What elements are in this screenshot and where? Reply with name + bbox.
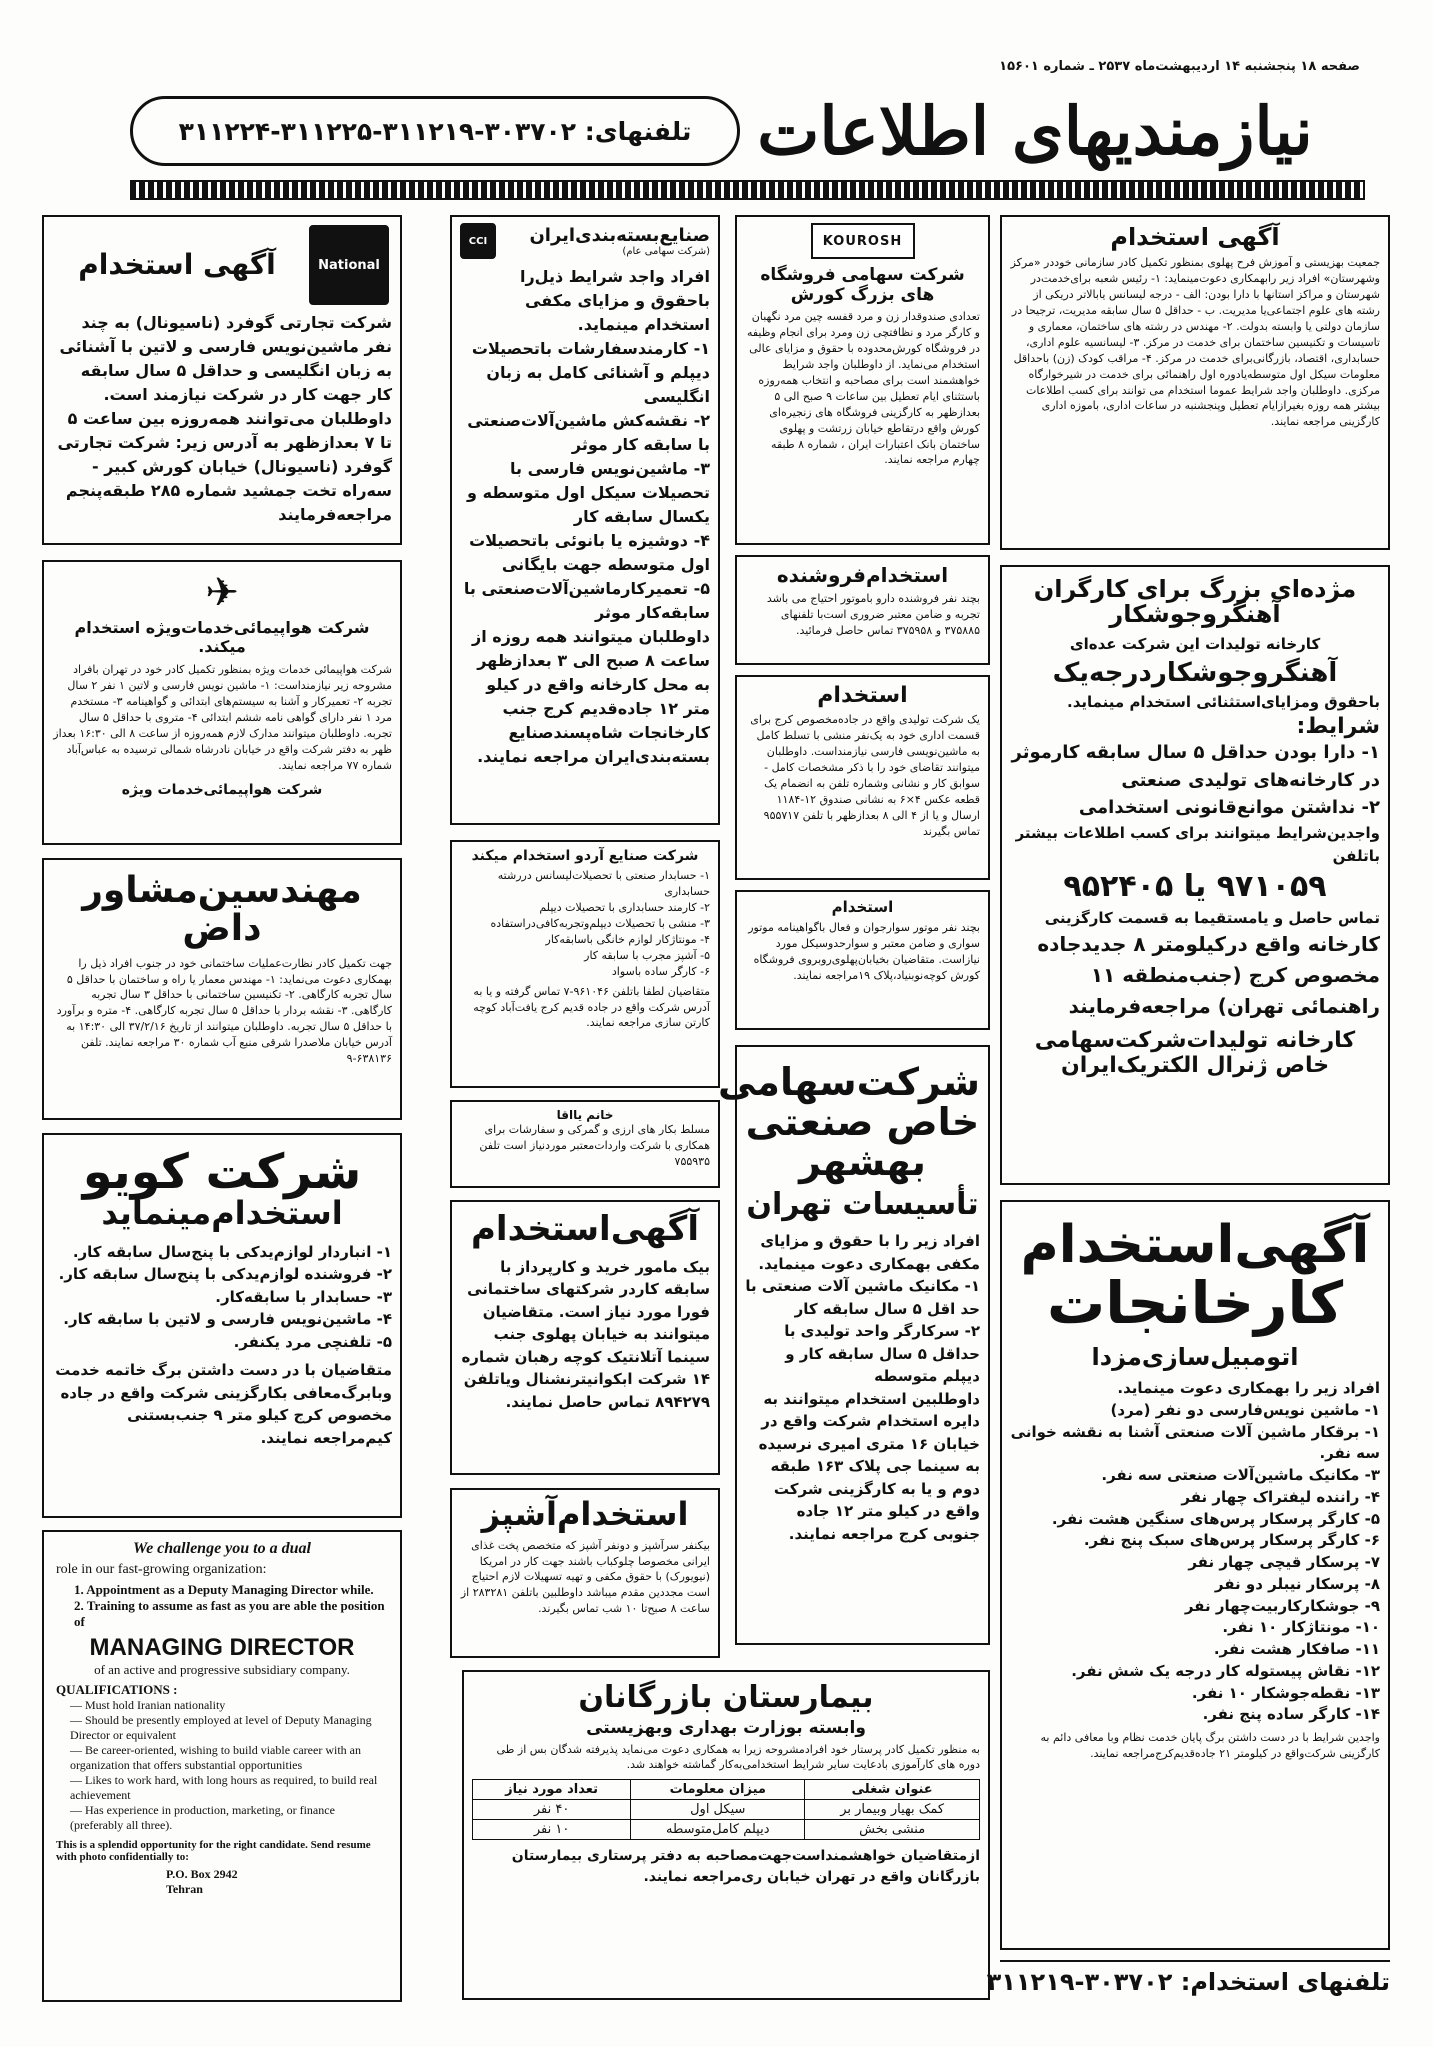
closing-text: This is a splendid opportunity for the right candidate. Send resume with photo confidentially to: [56,1839,371,1863]
blacksmith-contact2: تماس حاصل و یامستقیما به قسمت کارگزینی [1044,908,1380,927]
ad-blacksmith [1000,565,1390,1185]
list-item: ۱۳- نقطه‌جوشکار ۱۰ نفر. [1191,1683,1380,1702]
ad-national [42,215,402,545]
page-meta: صفحه ۱۸ پنجشنبه ۱۴ اردیبهشت‌ماه ۲۵۳۷ ـ شماره ۱۵۶۰۱ [999,59,1360,74]
cook-body: بیکنفر سرآشپز و دونفر آشپز که متخصص پخت غذای ایرانی مخصوصا چلوکباب باشند جهت کار در امریکا (نیویورک) با حقوق مکفی و تهیه تسهیلات لازم احتیاج است مجددین مقدم میباشد داوطلبین باتلفن ۲۸۳۲۸۱ از ساعت ۸ صبح‌تا ۱۰ شب تماس بگیرند. [460,1538,710,1616]
list-item: ۶- کارگر ساده باسواد [611,964,710,978]
courier-title: استخدام [831,898,894,916]
list-item: ۸- پرسکار نیبلر دو نفر [1214,1574,1380,1593]
recruit-body: جمعیت بهزیستی و آموزش فرح پهلوی بمنظور تکمیل کادر سازمانی خوددر «مرکز وشهرستان» افراد زیر رابهمکاری دعوت‌مینماید: ۱- رئیس شعبه برای‌خدمت‌در شهرستان و مراکز استانها با دارا بودن: الف - درجه لیسانس یابالاتر دریکی از رشته های علوم اجتماعی‌یا مدیریت. ب - حداقل ۵ سال سابقه مدیریت، ترجیحا در سازمان دولتی یا وابسته بدولت. ۲- مهندس در رشته های ساختمان، معماری و تاسیسات و تکنیسین ساختمان برای خدمت در مرکز. ۳- لیسانسیه علوم اداری، حسابداری، اقتصاد، بازرگانی‌برای خدمت در مرکز. ۴- مراقب کودک (زن) باحداقل معلومات سیکل اول متوسطه‌یادوره اول راهنمائی برای خدمت در شیرخوارگاه مرکزی. داوطلبان واجد شرایط عموما استخدام می توانند برای کسب اطلاعات بیشتر همه روزه بغیرازایام تعطیل وپنجشنبه در ساعات اداری، باموزه اداری کارگزینی مراجعه نمایند. [1010,256,1380,429]
packaging-footer: داوطلبان میتوانند همه روزه از ساعت ۸ صبح الی ۳ بعدازظهر به محل کارخانه واقع در کیلو متر ۱۲ جاده‌قدیم کرج جنب کارخانجات شاه‌پسندصنایع بسته‌بندی‌ایران مراجعه نمایند. [471,627,710,766]
qualification-item: — Must hold Iranian nationality [70,1698,226,1712]
salesman-body: بچند نفر فروشنده دارو باموتور احتیاج می باشد تجربه و ضامن معتبر ضروری است‌با تلفنهای ۳۷۵۸۸۵ و ۳۷۵۹۵۸ تماس حاصل فرمائید. [766,592,980,637]
recruit-title: آگهی استخدام [1110,223,1280,251]
table-cell: سیکل اول [631,1800,805,1820]
national-logo-icon [309,225,389,305]
airline-body: شرکت هواپیمائی خدمات ویژه بمنظور تکمیل کادر خود در تهران بافراد مشروحه زیر نیازمنداست: ۱- ماشین نویس فارسی و لاتین ۱ نفر ۲ سال تجربه ۲- تعمیرکار و آشنا به سیستم‌های ابتدائی و گواهینامه ۳- مستخدم مرد ۱ نفر دارای گواهی نامه ششم ابتدائی ۴- متروی با حداقل ۵ سال تجربه. داوطلبان میتوانند مدارک لازم همه‌روزه از ساعت ۸ الی ۱۶:۳۰ بعداز ظهر به دفتر شرکت واقع در خیابان نادرشاه شمالی ترسیده به عباس‌آباد شماره ۷۷ مراجعه نمایند. [53,663,392,772]
list-item: ۶- کارگر پرسکار پرس‌های سبک پنج نفر. [1083,1531,1380,1550]
list-item: ۹- جوشکارکاربیت‌چهار نفر [1184,1596,1380,1615]
ad-koyo [42,1133,402,1518]
ad-courier [735,890,990,1030]
airline-footer: شرکت هواپیمائی‌خدمات ویژه [121,781,323,798]
blacksmith-address: کارخانه واقع درکیلومتر ۸ جدیدجاده مخصوص کرج (جنب‌منطقه ۱۱ راهنمائی تهران) مراجعه‌فرمایند [1037,932,1380,1019]
national-brand-label: National [318,257,380,273]
ad-managing-director [42,1530,402,2002]
challenge-point: 2. Training to assume as fast as you are able the position of [74,1598,385,1629]
table-header: عنوان شغلی [805,1780,980,1800]
list-item: ۱- دارا بودن حداقل ۵ سال سابقه کارموثر در کارخانه‌های تولیدی صنعتی [1011,741,1380,791]
blacksmith-highlight: آهنگروجوشکاردرجه‌یک [1052,657,1338,688]
behshahr-title: شرکت‌سهامی خاص صنعتی بهشهر [717,1060,980,1184]
hospital-intro: به منظور تکمیل کادر پرستار خود افرادمشروحه زیرا به همکاری دعوت می‌نماید پذیرفته شدگان بس از طی دوره های کارآموزی بادعایت سایر شرایط استخدامی‌به‌کار گماشته خواهند شد. [496,1742,980,1772]
table-row [473,1800,980,1820]
blacksmith-title: مژده‌ای بزرگ برای کارگران آهنگروجوشکار [1033,575,1357,629]
table-cell: ۴۰ نفر [473,1800,631,1820]
list-item: ۴- راننده لیفتراک چهار نفر [1181,1487,1380,1506]
behshahr-footer: داوطلبین استخدام میتوانند به دایره استخدام شرکت واقع در خیابان ۱۶ متری امیری نرسیده به سینما جی پلاک ۱۶۳ طبقه دوم و یا به کارگزینی شرکت واقع در کیلو متر ۱۲ جاده جنوبی کرج مراجعه نمایند. [758,1389,980,1543]
kourosh-body: تعدادی صندوقدار زن و مرد قفسه چین مرد نگهبان و کارگر مرد و نظافتچی زن ومرد برای انجام وظیفه در فروشگاه کورش‌محدوده با حقوق و مزایای عالی استخدام می‌نماید. از داوطلبان واجد شرایط خواهشمند است برای مصاحبه و انتخاب همه‌روزه باستثنای ایام تعطیل بین ساعات ۹ صبح الی ۵ بعدازظهر به کارگزینی فروشگاه های زنجیره‌ای کورش واقع درتقاطع خیابان زرتشت و پهلوی ساختمان بانک اعتبارات ایران ، شماره ۸ طبقه چهارم مراجعه نمایند. [746,310,980,467]
courier-body: بچند نفر موتور سوارجوان و فعال باگواهینامه موتور سواری و ضامن معتبر و سوارحدوسیکل مورد نیازاست. متقاضیان بخیابان‌پهلوی‌روبروی فروشگاه کورش کوچه‌نوبنیاد،پلاک ۱۹مراجعه نمایند. [748,921,980,982]
list-item: ۳- حسابدار با سابقه‌کار. [215,1287,392,1306]
cci-logo-icon: CCI [460,223,496,259]
ad-recruit-farah [1000,215,1390,550]
cook-title: استخدام‌آشپز [481,1495,689,1533]
ardo-footer: متقاضیان لطفا باتلفن ۹۶۱۰۴۶-۷ تماس گرفته و یا به آدرس شرکت واقع در جاده قدیم کرج یافت‌آباد کوچه کارتن سازی مراجعه نمایند. [473,984,710,1030]
qualification-item: — Be career-oriented, wishing to build viable career with an organization that offers substantial opportunities [70,1743,361,1772]
behshahr-subtitle: تأسیسات تهران [746,1186,979,1222]
hospital-table [472,1779,980,1840]
table-cell: منشی بخش [805,1820,980,1840]
list-item: ۳- ماشین‌نویس فارسی با تحصیلات سیکل اول متوسطه و یکسال سابقه کار [467,459,710,526]
qualification-item: — Has experience in production, marketing, or finance (preferably all three). [70,1803,335,1832]
list-item: ۲- کارمند حسابداری با تحصیلات دیپلم [539,900,710,914]
mashvaradaj-title: مهندسین‌مشاور داض [82,870,362,949]
list-item: ۱- انباردار لوازم‌یدکی با پنج‌سال سابقه کار. [72,1242,392,1261]
mazda-intro: افراد زیر را بهمکاری دعوت مینماید. [1117,1379,1380,1398]
mazda-list [1010,1400,1380,1726]
decorative-strip [130,180,1365,200]
koyo-subtitle: استخدام‌مینماید [101,1194,343,1233]
qualification-item: — Likes to work hard, with long hours as required, to build real achievement [70,1773,378,1802]
production-body: یک شرکت تولیدی واقع در جاده‌مخصوص کرج برای قسمت اداری خود به یک‌نفر منشی با تسلط کامل به ماشین‌نویسی فارسی نیازمنداست. داوطلبان میتوانند تقاضای خود را با ذکر مشخصات کامل - سوابق کار و نشانی وشماره تلفن به انضمام یک قطعه عکس ۴×۶ به نشانی صندوق ۱۲-۱۱۸۴ ارسال و یا از ۴ الی ۸ بعدازظهر با تلفن ۹۵۵۷۱۷ تماس بگیرند [750,713,980,838]
behshahr-list [745,1275,980,1388]
list-item: ۵- تلفنچی مرد یکنفر. [233,1332,392,1351]
packaging-list [460,337,710,625]
list-item: ۱- ماشین نویس‌فارسی دو نفر (مرد) [1110,1400,1380,1419]
table-cell: دیپلم کامل‌متوسطه [631,1820,805,1840]
list-item: ۱- حسابدار صنعتی با تحصیلات‌لیسانس دررشته حسابداری [497,869,710,898]
ad-purchasing [450,1200,720,1475]
ardo-list [460,868,710,980]
lady-title: خانم یااقا [556,1108,614,1122]
list-item: ۱- برقکار ماشین آلات صنعتی آشنا به نقشه خوانی سه نفر. [1010,1422,1380,1463]
table-cell: ۱۰ نفر [473,1820,631,1840]
list-item: ۳- منشی با تحصیلات دیپلم‌وتجربه‌کافی‌دراستفاده [490,916,710,930]
mazda-title2: کارخانجات [1046,1268,1344,1337]
airline-title: شرکت هواپیمائی‌خدمات‌ویژه استخدام میکند. [74,618,370,656]
airline-logo-icon: ✈ [205,570,239,616]
mazda-title: آگهی‌استخدام [1020,1215,1370,1275]
table-header: میزان معلومات [631,1780,805,1800]
blacksmith-cond-label: شرایط: [1296,713,1380,739]
list-item: ۲- سرکارگر واحد تولیدی با حداقل ۵ سال سابقه کار و دیپلم متوسطه [784,1322,980,1386]
mazda-footer: واجدین شرایط با در دست داشتن برگ پایان خدمت نظام وبا معافی دائم به کارگزینی شرکت‌واقع در کیلومتر ۲۱ جاده‌قدیم‌کرج‌مراجعه نمایند. [1040,1731,1380,1761]
list-item: ۱۴- کارگر ساده پنج نفر. [1202,1705,1380,1724]
salesman-title: استخدام‌فروشنده [776,563,949,587]
table-header-row [473,1780,980,1800]
list-item: ۵- تعمیرکارماشین‌آلات‌صنعتی با سابقه‌کار موثر [463,579,710,622]
behshahr-intro: افراد زیر را با حقوق و مزایای مکفی بهمکاری دعوت مینماید. [758,1232,980,1273]
blacksmith-intro: کارخانه تولیدات این شرکت عده‌ای [1069,635,1321,654]
list-item: ۲- نقشه‌کش ماشین‌آلات‌صنعتی با سابقه کار موثر [467,411,710,454]
list-item: ۴- مونتاژکار لوازم خانگی باسابقه‌کار [545,932,710,946]
ad-production-secretary [735,675,990,880]
ad-lady [450,1100,720,1188]
ad-behshahr [717,1045,990,1645]
list-item: ۷- پرسکار قیچی چهار نفر [1188,1553,1380,1572]
list-item: ۲- نداشتن موانع‌قانونی استخدامی [1078,797,1380,819]
ad-kourosh [735,215,990,545]
purchasing-body: بیک مامور خرید و کارپرداز با سابقه کاردر شرکتهای ساختمانی فورا مورد نیاز است. متقاضیان میتوانند به خیابان پهلوی جنب سینما آتلانتیک کوچه رهبان شماره ۱۴ شرکت ابکوانیترنشنال ویاتلفن ۸۹۴۲۷۹ تماس حاصل نمایند. [461,1257,710,1411]
ad-packaging [450,215,720,825]
koyo-footer: متقاضیان با در دست داشتن برگ خاتمه خدمت وبابرگ‌معافی بکارگزینی شرکت واقع در جاده مخصوص کرج کیلو متر ۹ جنب‌بستنی کیم‌مراجعه نمایند. [55,1361,392,1447]
table-header: تعداد مورد نیاز [473,1780,631,1800]
koyo-title: شرکت کویو [82,1144,362,1200]
header-phones: تلفنهای: ۳۰۳۷۰۲-۳۱۱۲۱۹-۳۱۱۲۲۵-۳۱۱۲۲۴ [130,96,740,166]
blacksmith-line: باحقوق ومزایای‌استثنائی استخدام مینماید. [1067,693,1380,712]
ardo-title: شرکت صنایع آردو استخدام میکند [471,848,699,864]
purchasing-title: آگهی‌استخدام [471,1209,699,1249]
list-item: ۵- آشپز مجرب با سابقه کار [584,948,710,962]
po-box: P.O. Box 2942 [166,1867,238,1881]
ad-mashvaradaj [42,858,402,1120]
hospital-subtitle: وابسته بوزارت بهداری وبهزیستی [586,1717,866,1738]
kourosh-title: شرکت سهامی فروشگاه های بزرگ کورش [760,265,965,305]
list-item: ۱۱- صافکار هشت نفر. [1213,1640,1380,1659]
lady-body: مسلط بکار های ارزی و گمرکی و سفارشات برای همکاری با شرکت واردات‌معتبر موردنیاز است تلفن ۷۵۵۹۳۵ [479,1123,710,1168]
blacksmith-phone: ۹۷۱۰۵۹ یا ۹۵۲۴۰۵ [1063,869,1327,905]
list-item: ۱۰- مونتاژکار ۱۰ نفر. [1222,1618,1380,1637]
table-row [473,1820,980,1840]
challenge-point: 1. Appointment as a Deputy Managing Director while. [74,1582,374,1597]
kourosh-brand-label: KOUROSH [822,233,903,249]
hospital-title: بیمارستان بازرگانان [578,1680,874,1715]
blacksmith-company: کارخانه‌ تولیدات‌شرکت‌سهامی خاص ژنرال الکتریک‌ایران [1034,1028,1356,1079]
challenge-heading: We challenge you to a dual [133,1540,311,1557]
ad-salesman [735,555,990,665]
mashvaradaj-body: جهت تکمیل کادر نظارت‌عملیات ساختمانی خود در جنوب افراد ذیل را بهمکاری دعوت می‌نماید: ۱- مهندس معمار یا راه و ساختمان با حداقل ۵ سال تجربه کارگاهی. ۲- تکنیسین ساختمانی با حداقل ۳ سال تجربه کارگاهی. ۳- نقشه بردار با حداقل ۵ سال تجربه کارگاهی. ۴- متره و برآورد با حداقل ۵ سال تجربه. داوطلبان میتوانند از تاریخ ۳۷/۲/۱۶ الی ۱۴:۳۰ به آدرس خیابان ملاصدرا شرقی منبع آب شماره ۳۰ مراجعه نمایند. تلفن ۶۳۸۱۳۶-۹ [56,956,392,1066]
production-title: استخدام [817,683,908,708]
ad-airline [42,560,402,845]
ad-hospital [462,1670,990,2000]
qualifications-label: QUALIFICATIONS : [56,1682,178,1697]
list-item: ۴- دوشیزه یا بانوئی باتحصیلات اول متوسطه جهت بایگانی [469,531,710,574]
position-of: of an active and progressive subsidiary company. [94,1662,350,1677]
table-cell: کمک بهیار وبیمار بر [805,1800,980,1820]
ad-ardo [450,840,720,1088]
city: Tehran [166,1882,203,1896]
packaging-brand-sub: (شرکت سهامی عام) [622,246,710,257]
list-item: ۲- فروشنده لوازم‌یدکی با پنج‌سال سابقه کار. [58,1265,392,1284]
challenge-intro: role in our fast-growing organization: [56,1562,267,1577]
kourosh-logo-icon [811,223,915,259]
newspaper-logo: نیازمندیهای اطلاعات [757,92,1313,170]
blacksmith-list [1010,739,1380,823]
national-title: آگهی استخدام [78,248,276,281]
list-item: ۴- ماشین‌نویس فارسی و لاتین با سابقه کار. [63,1310,392,1329]
ad-cook [450,1488,720,1658]
blacksmith-contact: واجدین‌شرایط میتوانند برای کسب اطلاعات بیشتر باتلفن [1015,824,1380,865]
qualification-item: — Should be presently employed at level of Deputy Managing Director or equivalent [70,1713,372,1742]
list-item: ۱۲- نقاش پیستوله کار درجه یک شش نفر. [1071,1661,1380,1680]
national-body: شرکت تجارتی گوفرد (ناسیونال) به چند نفر ماشین‌نویس فارسی و لاتین با آشنائی به زبان انگلیسی و حداقل ۵ سال سابقه کار جهت کار در شرکت نیازمند است. داوطلبان می‌توانند همه‌روزه بین ساعت ۵ تا ۷ بعدازظهر به آدرس زیر: شرکت تجارتی گوفرد (ناسیونال) خیابان کورش کبیر - سه‌راه تخت جمشید شماره ۲۸۵ طبقه‌پنجم مراجعه‌فرمایند [57,313,392,524]
position-title: MANAGING DIRECTOR [89,1634,355,1661]
list-item: ۳- مکانیک ماشین‌آلات صنعتی سه نفر. [1101,1466,1380,1485]
packaging-brand: صنایع‌بسته‌بندی‌ایران [529,225,710,246]
koyo-list [52,1241,392,1354]
list-item: ۱- کارمندسفارشات باتحصیلات دیپلم و آشنائی کامل به زبان انگلیسی [471,339,710,406]
mazda-company: اتومبیل‌سازی‌مزدا [1091,1343,1299,1372]
list-item: ۱- مکانیک ماشین آلات صنعتی با حد اقل ۵ سال سابقه کار [745,1277,980,1318]
hospital-footer: ازمتقاضیان خواهشمنداست‌جهت‌مصاحبه به دفتر پرستاری بیمارستان بازرگانان واقع در تهران خیابان ری‌مراجعه نمایند. [511,1848,980,1886]
ad-mazda [1000,1200,1390,1950]
list-item: ۵- کارگر پرسکار پرس‌های سنگین هشت نفر. [1051,1509,1380,1528]
packaging-intro: افراد واجد شرایط ذیل‌را باحقوق و مزایای مکفی استخدام مینماید. [519,267,710,334]
footer-phones: تلفنهای استخدام: ۳۰۳۷۰۲-۳۱۱۲۱۹ [1000,1960,1390,2000]
